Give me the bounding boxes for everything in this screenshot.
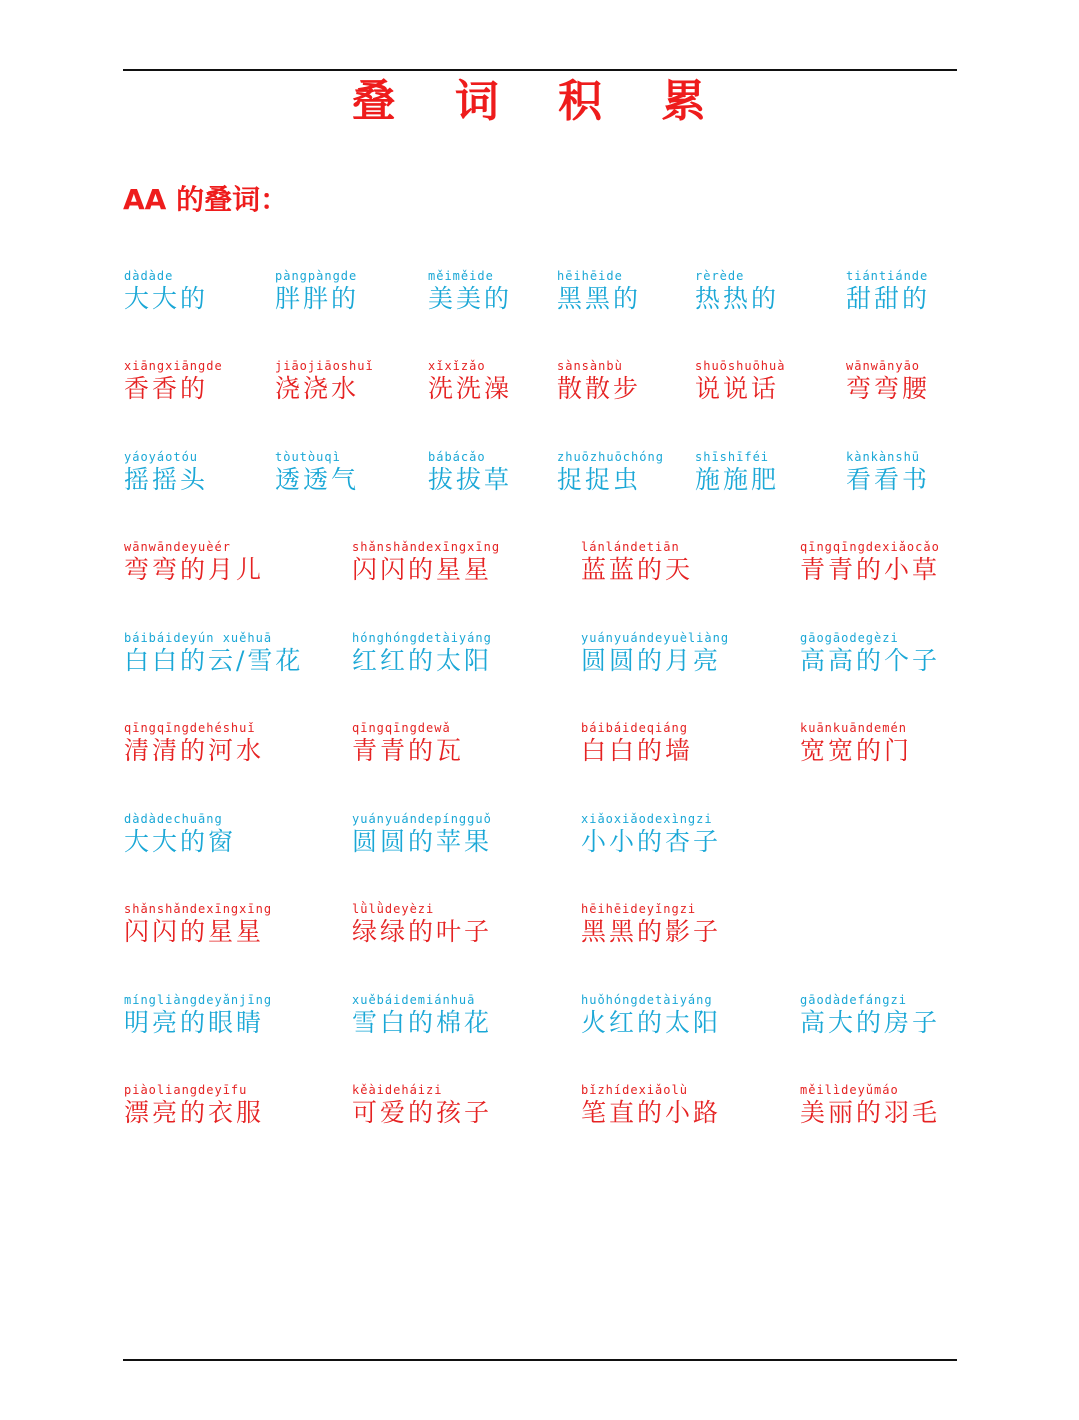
word-item	[124, 449, 208, 495]
pinyin-text: xiāngxiāngde	[124, 359, 223, 373]
top-rule	[123, 69, 957, 71]
word-item	[275, 358, 374, 404]
word-item	[352, 811, 492, 857]
word-item	[124, 268, 208, 314]
hanzi-text: 弯弯腰	[846, 374, 931, 403]
pinyin-text: shǎnshǎndexīngxīng	[124, 902, 273, 916]
pinyin-text: zhuōzhuōchóng	[557, 450, 664, 464]
hanzi-text: 透透气	[275, 465, 360, 494]
word-item	[800, 630, 940, 676]
word-item	[581, 539, 693, 585]
hanzi-text: 青青的瓦	[352, 736, 465, 765]
pinyin-text: lǜlǜdeyèzi	[352, 902, 435, 916]
pinyin-text: gāodàdefángzi	[800, 993, 907, 1007]
pinyin-text: pàngpàngde	[275, 269, 358, 283]
word-item	[124, 811, 236, 857]
hanzi-text: 绿绿的叶子	[352, 917, 493, 946]
pinyin-text: shīshīféi	[695, 450, 770, 464]
hanzi-text: 闪闪的星星	[124, 917, 265, 946]
word-item	[846, 449, 930, 495]
hanzi-text: 圆圆的月亮	[581, 646, 722, 675]
hanzi-text: 青青的小草	[800, 555, 941, 584]
hanzi-text: 拔拔草	[428, 465, 513, 494]
word-item	[352, 901, 492, 947]
pinyin-text: xuěbáidemiánhuā	[352, 993, 476, 1007]
pinyin-text: kuānkuāndemén	[800, 721, 907, 735]
hanzi-text: 圆圆的苹果	[352, 827, 493, 856]
hanzi-text: 明亮的眼睛	[124, 1008, 265, 1037]
pinyin-text: huǒhóngdetàiyáng	[581, 993, 713, 1007]
pinyin-text: yuányuándepíngguǒ	[352, 812, 492, 826]
pinyin-text: xǐxǐzǎo	[428, 359, 486, 373]
pinyin-text: rèrède	[695, 269, 745, 283]
hanzi-text: 清清的河水	[124, 736, 265, 765]
pinyin-text: shǎnshǎndexīngxīng	[352, 540, 501, 554]
word-item	[352, 539, 500, 585]
word-item	[124, 720, 264, 766]
hanzi-text: 说说话	[695, 374, 780, 403]
pinyin-text: hónghóngdetàiyáng	[352, 631, 492, 645]
hanzi-text: 洗洗澡	[428, 374, 513, 403]
hanzi-text: 雪白的棉花	[352, 1008, 493, 1037]
pinyin-text: qīngqīngdehéshuǐ	[124, 721, 256, 735]
word-item	[124, 992, 272, 1038]
word-item	[124, 539, 264, 585]
word-item	[695, 358, 785, 404]
hanzi-text: 红红的太阳	[352, 646, 493, 675]
hanzi-text: 施施肥	[695, 465, 780, 494]
word-item	[695, 268, 779, 314]
hanzi-text: 甜甜的	[846, 284, 931, 313]
pinyin-text: báibáideqiáng	[581, 721, 688, 735]
pinyin-text: lánlándetiān	[581, 540, 680, 554]
hanzi-text: 火红的太阳	[581, 1008, 722, 1037]
pinyin-text: tiántiánde	[846, 269, 929, 283]
hanzi-text: 大大的窗	[124, 827, 237, 856]
hanzi-text: 热热的	[695, 284, 780, 313]
pinyin-text: míngliàngdeyǎnjīng	[124, 993, 273, 1007]
hanzi-text: 弯弯的月儿	[124, 555, 265, 584]
hanzi-text: 胖胖的	[275, 284, 360, 313]
hanzi-text: 小小的杏子	[581, 827, 722, 856]
section-heading: AA 的叠词：	[123, 183, 289, 216]
pinyin-text: měiměide	[428, 269, 494, 283]
page-title: 叠 词 积 累	[351, 76, 728, 127]
pinyin-text: yuányuándeyuèliàng	[581, 631, 730, 645]
hanzi-text: 大大的	[124, 284, 209, 313]
pinyin-text: kànkànshū	[846, 450, 921, 464]
hanzi-text: 漂亮的衣服	[124, 1098, 265, 1127]
word-item	[124, 630, 303, 676]
word-item	[428, 358, 512, 404]
word-item	[846, 358, 930, 404]
hanzi-text: 笔直的小路	[581, 1098, 722, 1127]
pinyin-text: měilìdeyǔmáo	[800, 1083, 899, 1097]
pinyin-text: dàdàdechuāng	[124, 812, 223, 826]
word-item	[352, 720, 464, 766]
hanzi-text: 捉捉虫	[557, 465, 642, 494]
pinyin-text: jiāojiāoshuǐ	[275, 359, 374, 373]
pinyin-text: hēihēideyǐngzi	[581, 902, 697, 916]
word-item	[557, 268, 641, 314]
pinyin-text: piàoliangdeyīfu	[124, 1083, 248, 1097]
hanzi-text: 黑黑的	[557, 284, 642, 313]
hanzi-text: 宽宽的门	[800, 736, 913, 765]
word-item	[428, 449, 512, 495]
word-item	[275, 268, 359, 314]
hanzi-text: 香香的	[124, 374, 209, 403]
word-item	[352, 1082, 492, 1128]
pinyin-text: bǐzhídexiǎolù	[581, 1083, 688, 1097]
pinyin-text: qīngqīngdewǎ	[352, 721, 451, 735]
word-item	[581, 630, 729, 676]
word-item	[581, 811, 721, 857]
word-item	[428, 268, 512, 314]
pinyin-text: gāogāodegèzi	[800, 631, 899, 645]
hanzi-text: 高大的房子	[800, 1008, 941, 1037]
word-item	[275, 449, 359, 495]
hanzi-text: 黑黑的影子	[581, 917, 722, 946]
pinyin-text: sànsànbù	[557, 359, 623, 373]
hanzi-text: 美美的	[428, 284, 513, 313]
word-item	[124, 901, 272, 947]
word-item	[557, 358, 641, 404]
word-item	[352, 992, 492, 1038]
pinyin-text: hēihēide	[557, 269, 623, 283]
pinyin-text: tòutòuqì	[275, 450, 341, 464]
word-item	[581, 901, 721, 947]
pinyin-text: báibáideyún xuěhuā	[124, 631, 273, 645]
hanzi-text: 高高的个子	[800, 646, 941, 675]
hanzi-text: 白白的墙	[581, 736, 694, 765]
pinyin-text: yáoyáotóu	[124, 450, 199, 464]
hanzi-text: 看看书	[846, 465, 931, 494]
pinyin-text: qīngqīngdexiǎocǎo	[800, 540, 940, 554]
hanzi-text: 散散步	[557, 374, 642, 403]
pinyin-text: shuōshuōhuà	[695, 359, 786, 373]
word-item	[581, 992, 721, 1038]
hanzi-text: 美丽的羽毛	[800, 1098, 941, 1127]
word-item	[800, 992, 940, 1038]
pinyin-text: wānwāndeyuèér	[124, 540, 231, 554]
pinyin-text: wānwānyāo	[846, 359, 921, 373]
pinyin-text: dàdàde	[124, 269, 174, 283]
pinyin-text: bábácǎo	[428, 450, 486, 464]
word-item	[352, 630, 492, 676]
word-item	[800, 539, 940, 585]
hanzi-text: 闪闪的星星	[352, 555, 493, 584]
pinyin-text: kěàideháizi	[352, 1083, 443, 1097]
word-item	[124, 358, 223, 404]
bottom-rule	[123, 1359, 957, 1361]
word-item	[581, 720, 693, 766]
hanzi-text: 蓝蓝的天	[581, 555, 694, 584]
word-item	[124, 1082, 264, 1128]
word-item	[846, 268, 930, 314]
word-item	[800, 1082, 940, 1128]
word-item	[581, 1082, 721, 1128]
hanzi-text: 可爱的孩子	[352, 1098, 493, 1127]
word-item	[800, 720, 912, 766]
hanzi-text: 摇摇头	[124, 465, 209, 494]
pinyin-text: xiǎoxiǎodexìngzi	[581, 812, 713, 826]
word-item	[557, 449, 664, 495]
word-item	[695, 449, 779, 495]
hanzi-text: 白白的云/雪花	[124, 646, 304, 675]
hanzi-text: 浇浇水	[275, 374, 360, 403]
